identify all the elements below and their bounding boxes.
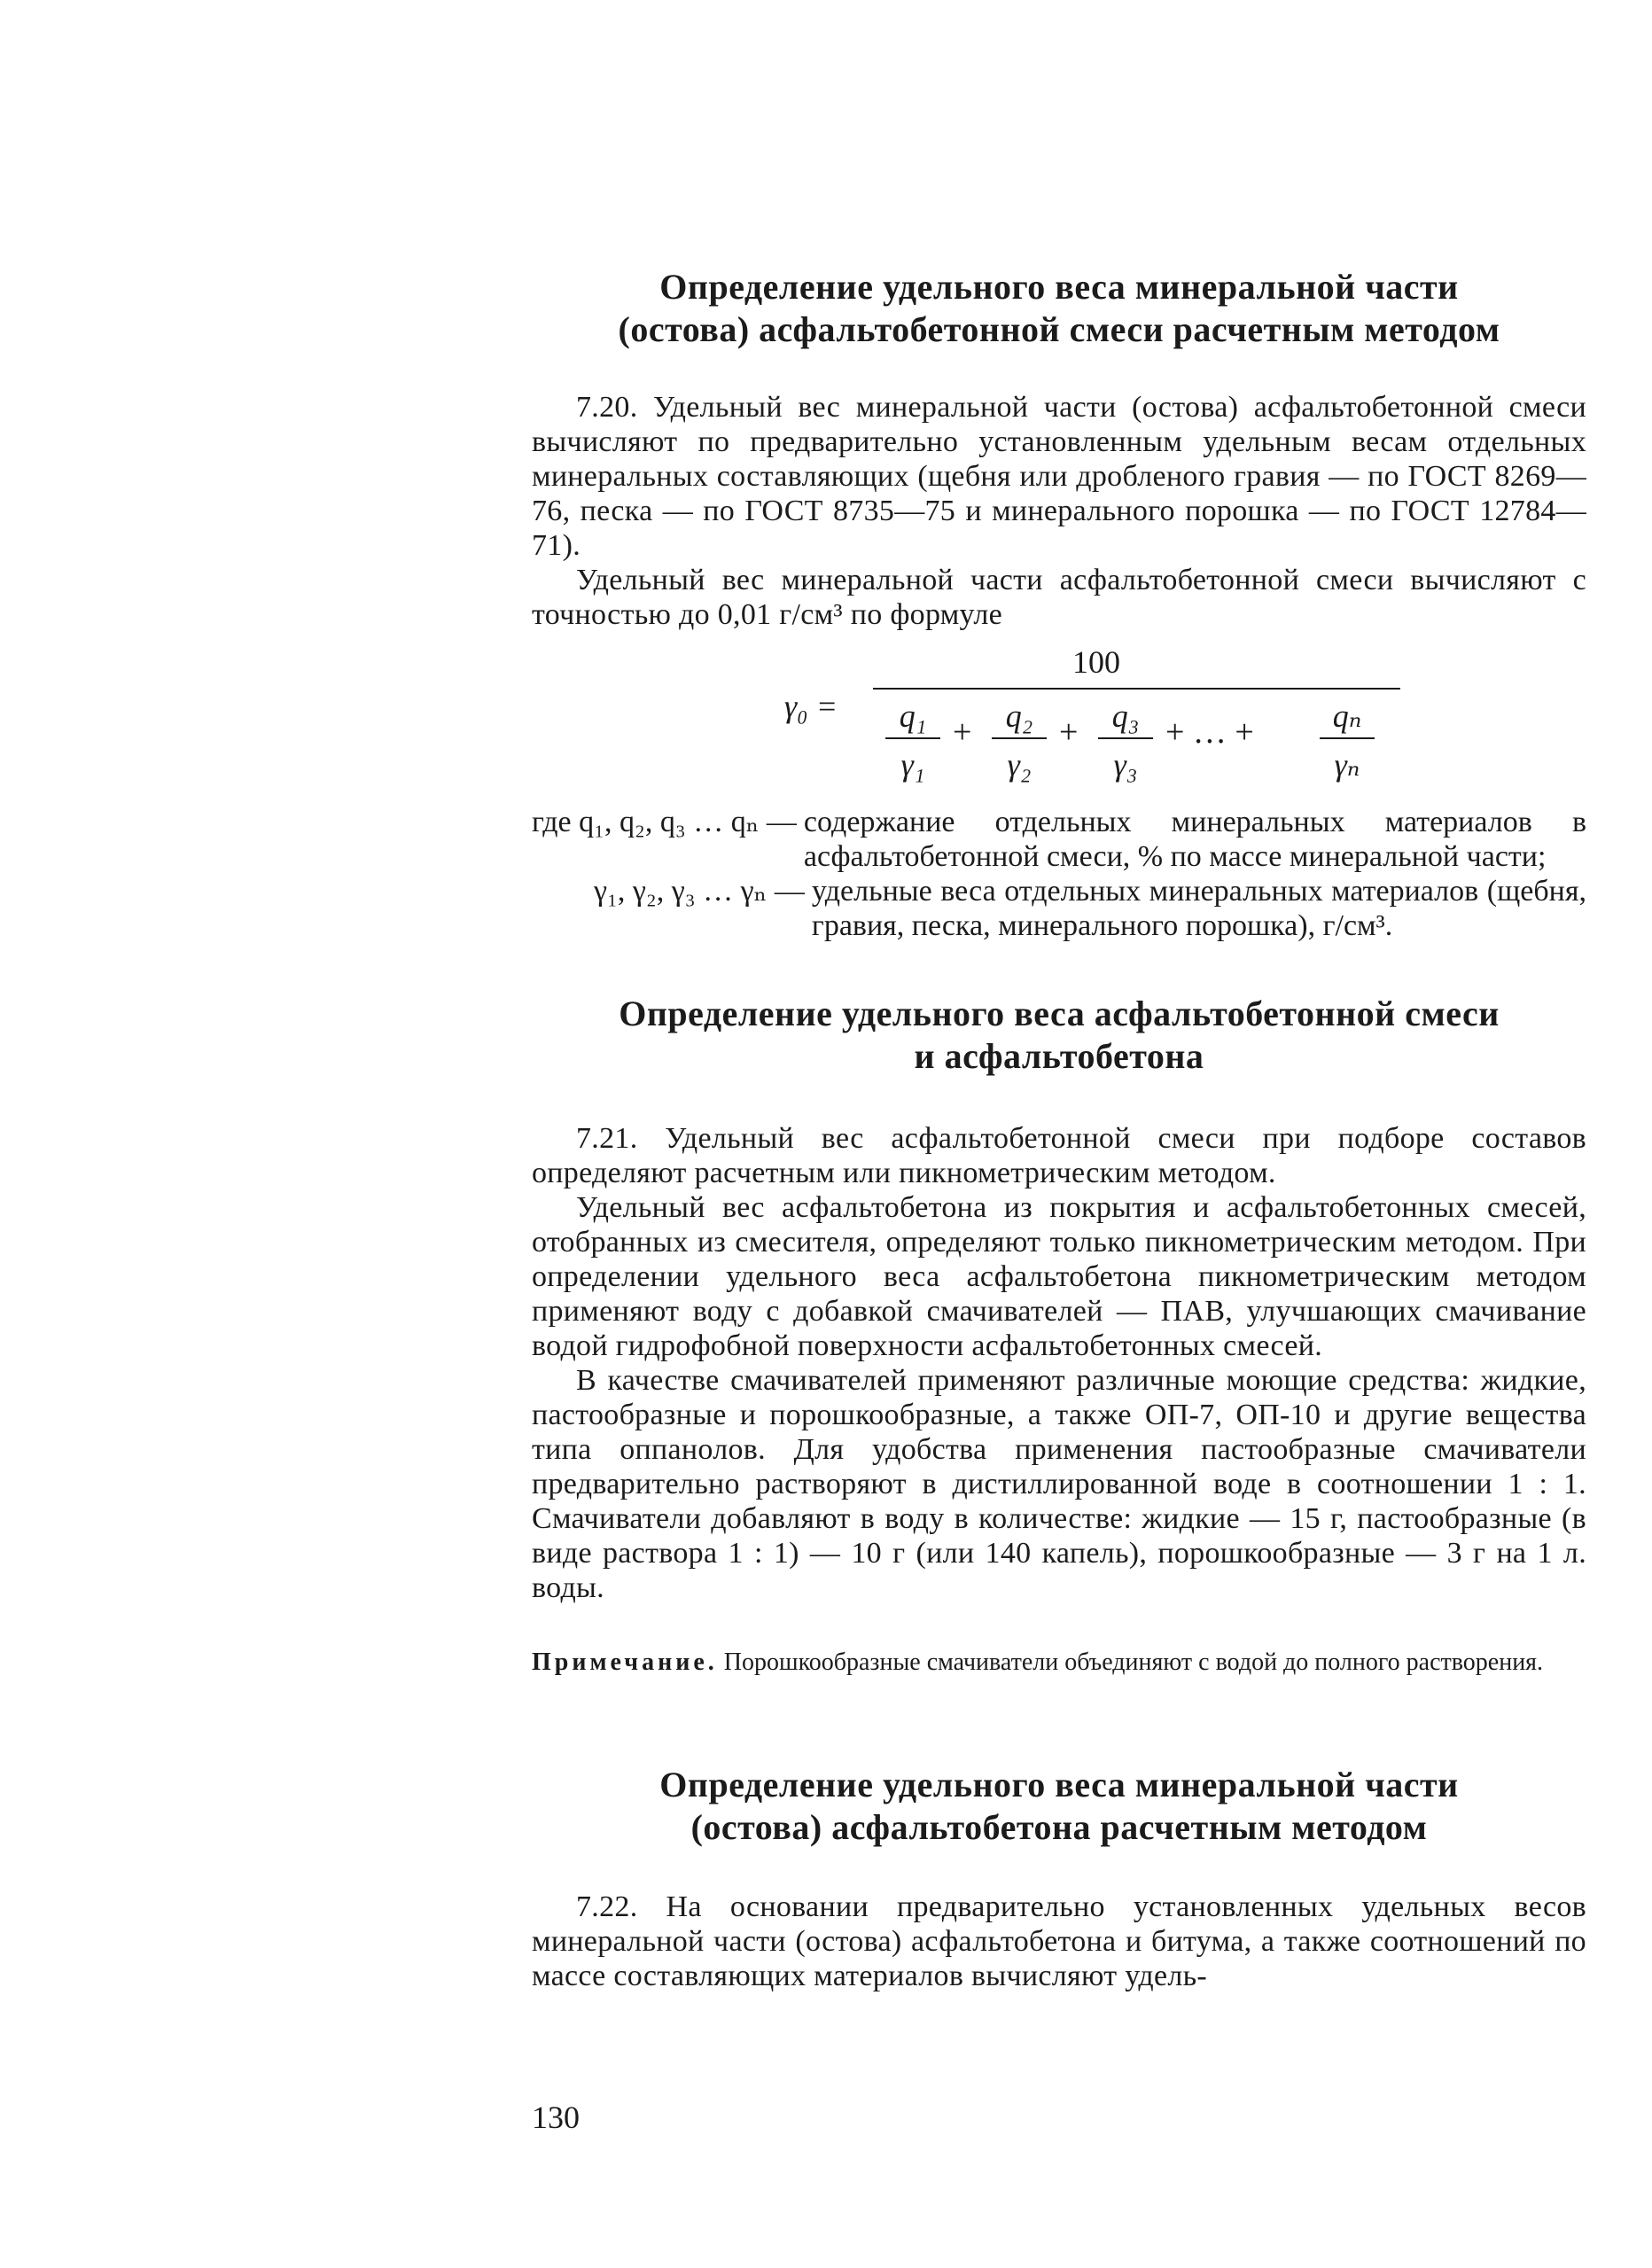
heading-line-1: Определение удельного веса асфальтобетонной смеси <box>619 994 1500 1033</box>
legend-row-q <box>532 805 1586 874</box>
formula-op-1: + <box>953 713 972 751</box>
legend-key-q: где q₁, q₂, q₃ … qₙ — <box>532 806 797 838</box>
formula-lhs: γ₀ = <box>784 689 838 724</box>
heading-line-2: (остова) асфальтобетона расчетным методом <box>690 1807 1428 1847</box>
section-heading <box>532 993 1586 1078</box>
formula-op-3: + … + <box>1165 713 1254 751</box>
section-mineral-part-mixture <box>532 266 1586 351</box>
formula-legend <box>532 805 1586 943</box>
section-heading <box>532 1764 1586 1849</box>
legend-row-gamma <box>532 874 1586 943</box>
formula-term-2: q₂ γ₂ <box>988 697 1050 783</box>
paragraph-7-20-formula-intro: Удельный вес минеральной части асфальтобетонной смеси вычисляют с точностью до 0,01 г/см³ по формуле <box>532 564 1586 631</box>
paragraph-7-21-pycnometric: Удельный вес асфальтобетона из покрытия и асфальтобетонных смесей, отобранных из смесителя, определяют только пикнометрическим методом. При определении удельного веса асфальтобетона пикнометрическим методом применяют воду с добавкой смачивателей — ПАВ, улучшающих смачивание водой гидрофобной поверхности асфальтобетонных смесей. <box>532 1191 1586 1362</box>
legend-desc-gamma: удельные веса отдельных минеральных материалов (щебня, гравия, песка, минерального порошка), г/см³. <box>811 875 1586 942</box>
formula-term-1: q₁ γ₁ <box>882 697 944 783</box>
formula-denominator <box>882 697 1405 803</box>
note-label: Примечание. <box>532 1648 718 1676</box>
page-number: 130 <box>532 2100 580 2135</box>
legend-key-gamma: γ₁, γ₂, γ₃ … γₙ — <box>594 875 805 908</box>
heading-line-1: Определение удельного веса минеральной части <box>659 267 1459 307</box>
formula-numerator: 100 <box>1072 644 1120 680</box>
heading-line-2: и асфальтобетона <box>914 1036 1204 1076</box>
section-heading <box>532 266 1586 351</box>
legend-desc-q: содержание отдельных минеральных материалов в асфальтобетонной смеси, % по массе минеральной части; <box>803 806 1586 873</box>
formula-fraction-bar <box>873 688 1400 690</box>
heading-line-2: (остова) асфальтобетонной смеси расчетным методом <box>618 309 1500 349</box>
note-text: Порошкообразные смачиватели объединяют с водой до полного растворения. <box>723 1648 1544 1676</box>
heading-line-1: Определение удельного веса минеральной части <box>659 1765 1459 1804</box>
formula-term-n: qₙ γₙ <box>1316 697 1378 783</box>
formula-op-2: + <box>1059 713 1079 751</box>
paragraph-7-22: 7.22. На основании предварительно установленных удельных весов минеральной части (остова) асфальтобетона и битума, а также соотношений по массе составляющих материалов вычисляют удель- <box>532 1890 1586 1992</box>
paragraph-7-20: 7.20. Удельный вес минеральной части (остова) асфальтобетонной смеси вычисляют по предварительно установленным удельным весам отдельных минеральных составляющих (щебня или дробленого гравия — по ГОСТ 8269—76, песка — по ГОСТ 8735—75 и минерального порошка — по ГОСТ 12784—71). <box>532 391 1586 562</box>
formula-specific-gravity <box>532 643 1586 821</box>
note <box>532 1648 1586 1676</box>
paragraph-7-21: 7.21. Удельный вес асфальтобетонной смеси при подборе составов определяют расчетным или пикнометрическим методом. <box>532 1122 1586 1189</box>
paragraph-7-21-wetting-agents: В качестве смачивателей применяют различные моющие средства: жидкие, пастообразные и порошкообразные, а также ОП-7, ОП-10 и другие вещества типа оппанолов. Для удобства применения пастообразные смачиватели предварительно растворяют в дистиллированной воде в соотношении 1 : 1. Смачиватели добавляют в воду в количестве: жидкие — 15 г, пастообразные (в виде раствора 1 : 1) — 10 г (или 140 капель), порошкообразные — 3 г на 1 л. воды. <box>532 1364 1586 1604</box>
formula-term-3: q₃ γ₃ <box>1095 697 1157 783</box>
